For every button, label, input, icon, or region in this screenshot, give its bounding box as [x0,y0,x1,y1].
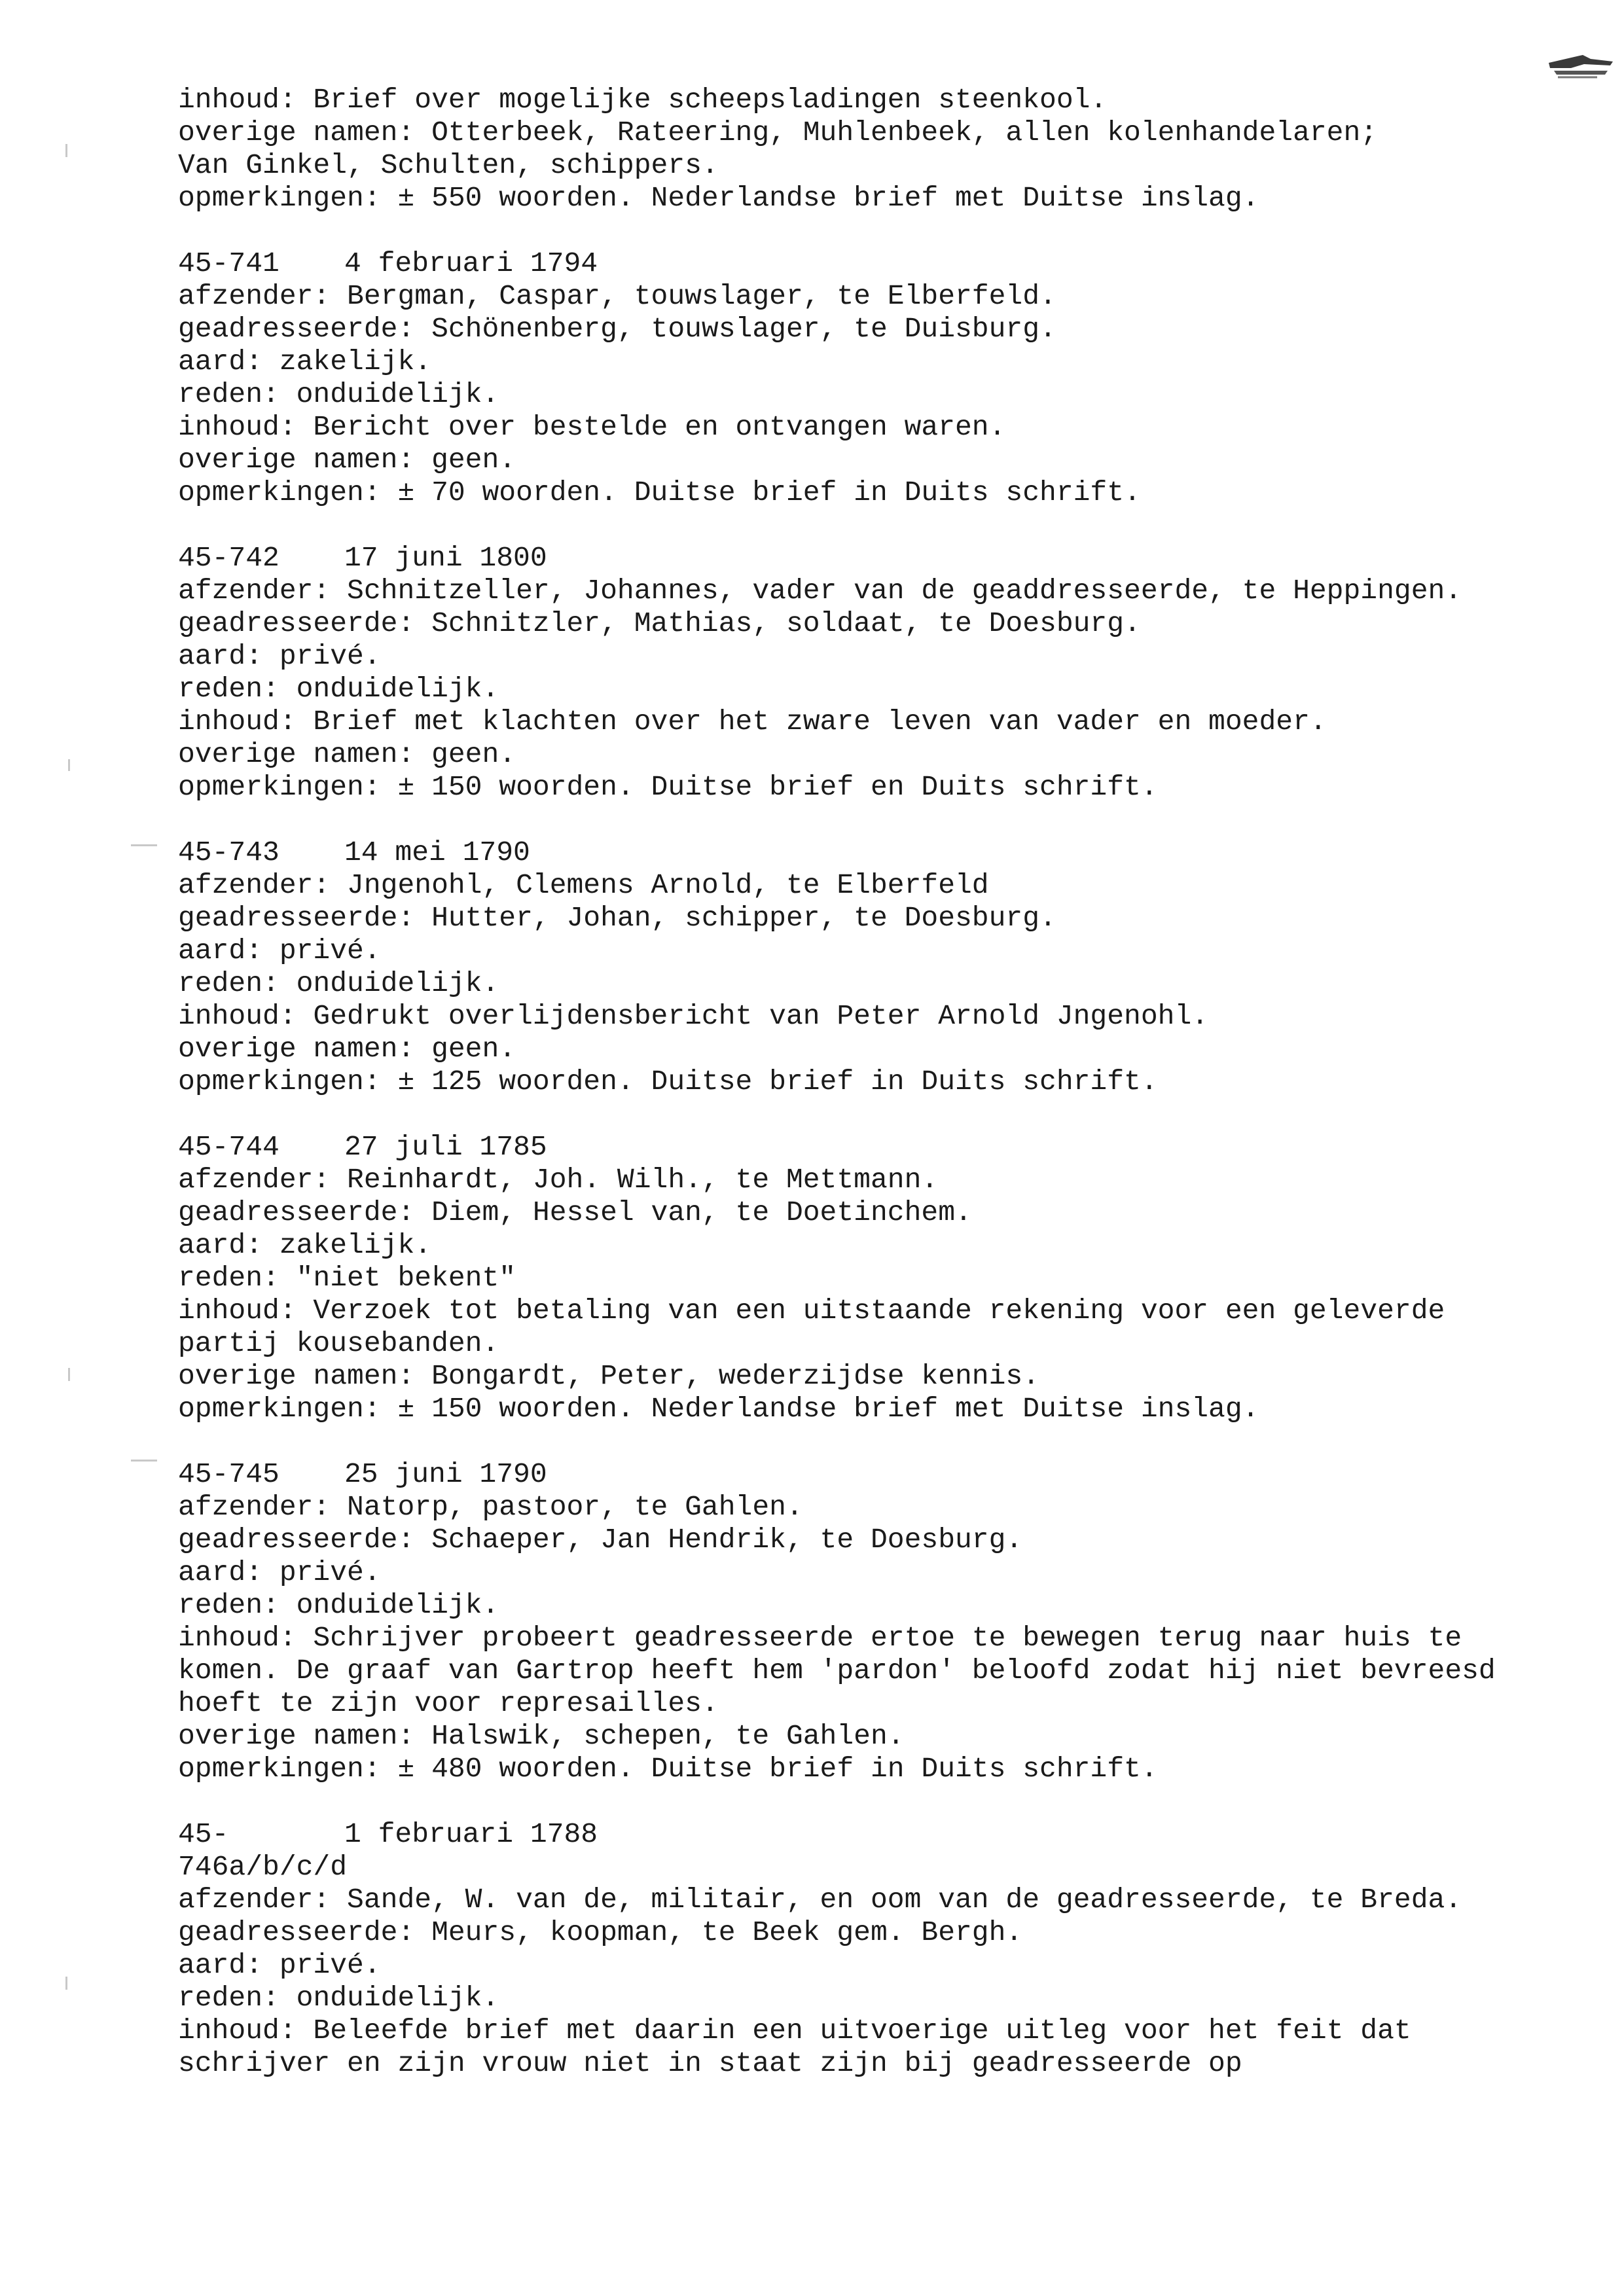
entry-overige-namen: overige namen: Bongardt, Peter, wederzijdse kennis. [178,1360,1040,1392]
entry-date: 17 juni 1800 [344,542,547,574]
entry-overige-namen: overige namen: geen. [178,738,516,770]
entry-header [178,836,1540,869]
entry-geadresseerde: geadresseerde: Meurs, koopman, te Beek gem. Bergh. [178,1916,1023,1948]
intro-overige-namen-cont: Van Ginkel, Schulten, schippers. [178,149,719,181]
entry-date: 27 juli 1785 [344,1131,547,1163]
entry-id: 45-746a/b/c/d [178,1818,348,1883]
entry-aard: aard: zakelijk. [178,346,432,378]
entry-overige-namen: overige namen: geen. [178,1033,516,1065]
entry-inhoud: inhoud: Brief met klachten over het zware leven van vader en moeder. [178,706,1327,738]
entry-inhoud: inhoud: Gedrukt overlijdensbericht van Peter Arnold Jngenohl. [178,1000,1209,1032]
entry-geadresseerde: geadresseerde: Schönenberg, touwslager, te Duisburg. [178,313,1056,345]
entry-id: 45-741 [178,247,280,279]
entry-reden: reden: onduidelijk. [178,673,499,705]
entry-date: 4 februari 1794 [344,247,598,279]
entry-reden: reden: onduidelijk. [178,1982,499,2014]
entry-id: 45-745 [178,1458,280,1490]
entry-aard: aard: zakelijk. [178,1229,432,1261]
entry-opmerkingen: opmerkingen: ± 70 woorden. Duitse brief in Duits schrift. [178,476,1141,509]
entry-id: 45-743 [178,836,280,869]
entry-reden: reden: onduidelijk. [178,1589,499,1621]
entry-aard: aard: privé. [178,1949,381,1981]
margin-speck [68,759,70,771]
intro-overige-namen: overige namen: Otterbeek, Rateering, Muhlenbeek, allen kolenhandelaren; [178,117,1378,149]
entry-date: 1 februari 1788 [344,1818,598,1850]
entry-45-741 [178,247,1540,509]
intro-opmerkingen: opmerkingen: ± 550 woorden. Nederlandse brief met Duitse inslag. [178,182,1259,214]
entry-inhoud: inhoud: Schrijver probeert geadresseerde ertoe te bewegen terug naar huis te komen. De graaf van Gartrop heeft hem 'pardon' beloofd zodat hij niet bevreesd hoeft te zijn voor represailles. [178,1622,1513,1719]
entry-header [178,542,1540,575]
entry-geadresseerde: geadresseerde: Schnitzler, Mathias, soldaat, te Doesburg. [178,607,1141,639]
margin-speck [65,144,67,157]
entry-afzender: afzender: Sande, W. van de, militair, en oom van de geadresseerde, te Breda. [178,1884,1462,1916]
entry-id: 45-744 [178,1131,280,1163]
margin-speck [131,1460,157,1462]
entry-date: 25 juni 1790 [344,1458,547,1490]
entry-45-746 [178,1818,1540,2080]
entry-aard: aard: privé. [178,935,381,967]
entry-afzender: afzender: Reinhardt, Joh. Wilh., te Mettmann. [178,1164,939,1196]
entry-afzender: afzender: Natorp, pastoor, te Gahlen. [178,1491,803,1523]
entry-header [178,247,1540,280]
entry-afzender: afzender: Jngenohl, Clemens Arnold, te Elberfeld [178,869,989,901]
margin-speck [65,1977,67,1990]
margin-speck [131,844,157,846]
entry-overige-namen: overige namen: geen. [178,444,516,476]
intro-block [178,84,1540,215]
entry-opmerkingen: opmerkingen: ± 480 woorden. Duitse brief in Duits schrift. [178,1753,1158,1785]
entry-header [178,1818,1540,1884]
entry-45-744 [178,1131,1540,1426]
entry-opmerkingen: opmerkingen: ± 125 woorden. Duitse brief in Duits schrift. [178,1066,1158,1098]
entry-opmerkingen: opmerkingen: ± 150 woorden. Nederlandse brief met Duitse inslag. [178,1393,1259,1425]
entry-overige-namen: overige namen: Halswik, schepen, te Gahlen. [178,1720,905,1752]
entry-header [178,1458,1540,1491]
entry-inhoud: inhoud: Bericht over bestelde en ontvangen waren. [178,411,1006,443]
entry-reden: reden: onduidelijk. [178,967,499,999]
document-page [178,84,1540,2080]
entry-aard: aard: privé. [178,640,381,672]
entry-aard: aard: privé. [178,1556,381,1588]
entry-afzender: afzender: Bergman, Caspar, touwslager, te Elberfeld. [178,280,1056,312]
intro-inhoud: inhoud: Brief over mogelijke scheepsladingen steenkool. [178,84,1108,116]
entry-id: 45-742 [178,542,280,574]
entry-reden: reden: onduidelijk. [178,378,499,410]
entry-45-743 [178,836,1540,1098]
entry-geadresseerde: geadresseerde: Diem, Hessel van, te Doetinchem. [178,1196,972,1229]
entry-header [178,1131,1540,1164]
entry-date: 14 mei 1790 [344,836,530,869]
entry-reden: reden: "niet bekent" [178,1262,516,1294]
entry-geadresseerde: geadresseerde: Hutter, Johan, schipper, te Doesburg. [178,902,1056,934]
entry-geadresseerde: geadresseerde: Schaeper, Jan Hendrik, te Doesburg. [178,1524,1023,1556]
entry-45-742 [178,542,1540,804]
margin-speck [68,1368,70,1381]
entry-inhoud: inhoud: Beleefde brief met daarin een uitvoerige uitleg voor het feit dat schrijver en zijn vrouw niet in staat zijn bij geadresseerde op [178,2015,1428,2079]
entry-inhoud: inhoud: Verzoek tot betaling van een uitstaande rekening voor een geleverde partij kousebanden. [178,1295,1462,1359]
entry-afzender: afzender: Schnitzeller, Johannes, vader van de geaddresseerde, te Heppingen. [178,575,1462,607]
entry-opmerkingen: opmerkingen: ± 150 woorden. Duitse brief en Duits schrift. [178,771,1158,803]
scan-artifact-mark [1545,48,1617,82]
entry-45-745 [178,1458,1540,1785]
